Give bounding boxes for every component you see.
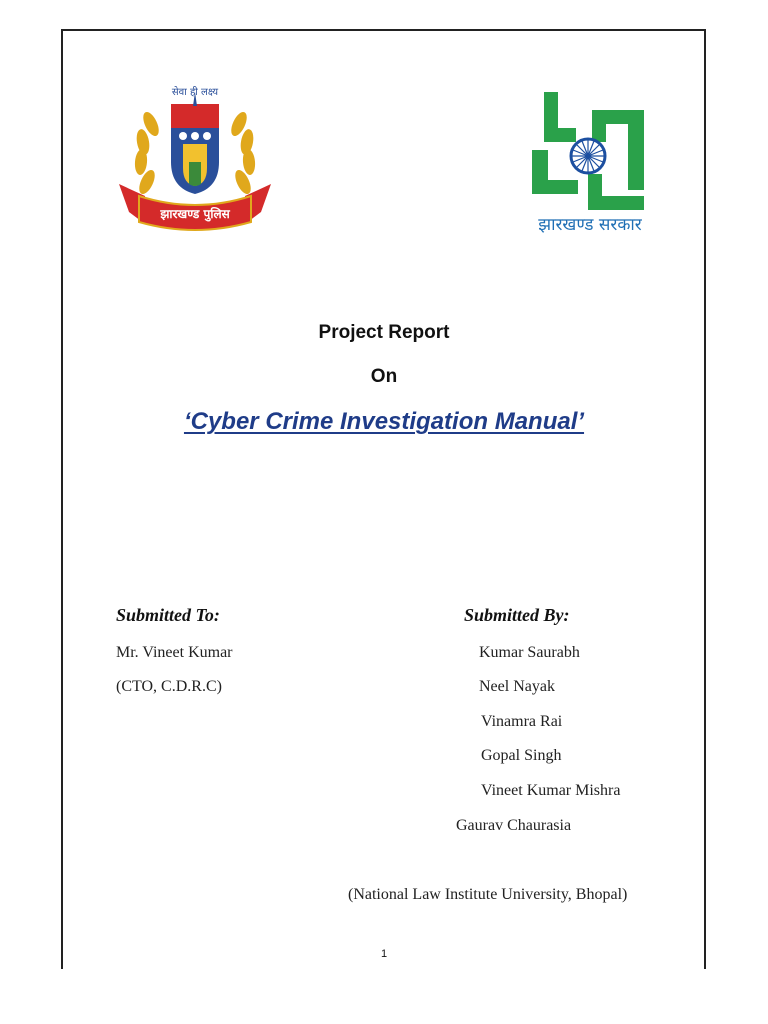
submitter-name: Kumar Saurabh [479,644,580,661]
report-title-text: ‘Cyber Crime Investigation Manual’ [183,408,585,435]
jharkhand-sarkar-logo [528,90,654,238]
police-motto: सेवा ही लक्ष्य [171,87,219,98]
submitted-by-label: Submitted By: [464,605,570,625]
submitter-name: Vinamra Rai [481,713,563,730]
jharkhand-police-logo [115,84,275,232]
on-label: On [370,366,398,387]
submitted-to-label: Submitted To: [116,605,220,625]
submitter-name: Gaurav Chaurasia [456,817,572,834]
submitted-to-designation: (CTO, C.D.R.C) [116,678,222,695]
sarkar-caption: झारखण्ड सरकार [538,215,642,235]
submitter-name: Vineet Kumar Mishra [481,782,621,799]
submitted-to-name: Mr. Vineet Kumar [116,644,233,661]
police-banner-text: झारखण्ड पुलिस [160,207,230,221]
submitter-name: Neel Nayak [479,678,555,695]
report-heading: Project Report [318,322,450,343]
report-title [0,408,768,436]
institution-name: (National Law Institute University, Bhopal) [348,886,628,903]
submitter-name: Gopal Singh [481,747,562,764]
page-number: 1 [380,948,388,960]
